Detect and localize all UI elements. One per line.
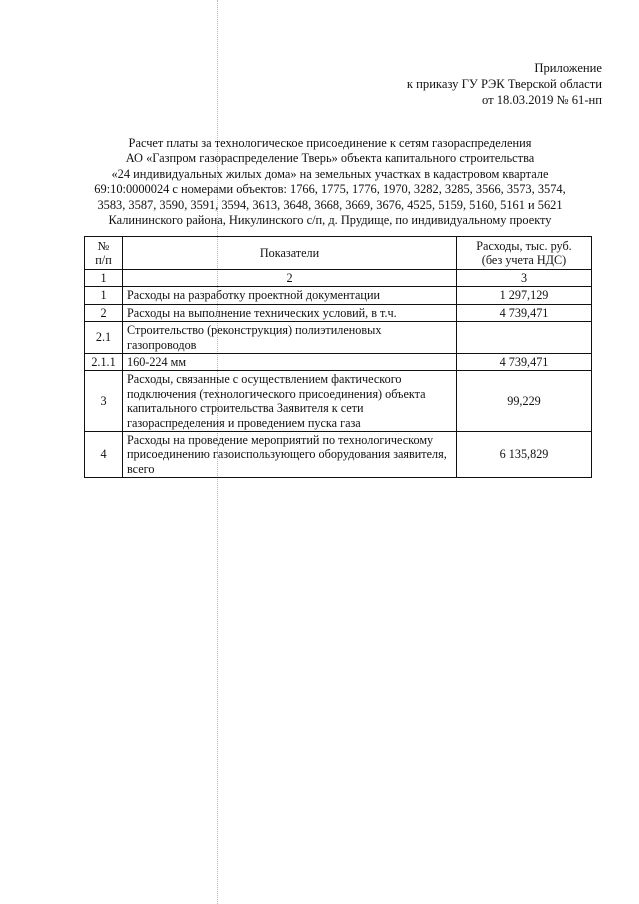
- title-line-6: Калининского района, Никулинского с/п, д. Прудище, по индивидуальному проекту: [108, 213, 552, 228]
- table-row: [85, 322, 592, 354]
- row-value: 4 739,471: [457, 304, 592, 321]
- row-value: 4 739,471: [457, 354, 592, 371]
- row-value: [457, 322, 592, 354]
- row-name: 160-224 мм: [123, 354, 457, 371]
- row-num: 2.1.1: [85, 354, 123, 371]
- appendix-order-date: от 18.03.2019 № 61-нп: [481, 93, 602, 107]
- header-num-line-2: п/п: [95, 253, 112, 267]
- row-num: 1: [85, 287, 123, 304]
- header-num-cell: [85, 237, 123, 270]
- row-value: 6 135,829: [457, 432, 592, 478]
- column-number-1: 1: [85, 270, 123, 287]
- table-row: [85, 371, 592, 432]
- column-number-2: 2: [123, 270, 457, 287]
- appendix-header: [407, 60, 602, 108]
- row-name: Расходы на выполнение технических условий, в т.ч.: [123, 304, 457, 321]
- header-num-line-1: №: [97, 238, 110, 253]
- row-num: 2: [85, 304, 123, 321]
- title-line-4: 69:10:0000024 с номерами объектов: 1766, 1775, 1776, 1970, 3282, 3285, 3566, 3573, 3574,: [94, 182, 566, 197]
- table-row: [85, 432, 592, 478]
- title-line-3: «24 индивидуальных жилых дома» на земельных участках в кадастровом квартале: [111, 166, 549, 181]
- row-value: 99,229: [457, 371, 592, 432]
- row-num: 4: [85, 432, 123, 478]
- row-name: Строительство (реконструкция) полиэтиленовых газопроводов: [123, 322, 457, 354]
- header-value-line-1: Расходы, тыс. руб.: [476, 238, 572, 253]
- appendix-order-ref: к приказу ГУ РЭК Тверской области: [406, 77, 602, 91]
- row-name: Расходы, связанные с осуществлением фактического подключения (технологического присоединения) объекта капитального строительства Заявителя к сети газораспределения и проведением пуска газа: [123, 371, 457, 432]
- table-header-row: [85, 237, 592, 270]
- row-name: Расходы на проведение мероприятий по технологическому присоединению газоиспользующего оборудования заявителя, всего: [123, 432, 457, 478]
- column-number-3: 3: [457, 270, 592, 287]
- header-name-cell: Показатели: [123, 237, 457, 270]
- appendix-title: Приложение: [534, 61, 602, 75]
- title-line-2: АО «Газпром газораспределение Тверь» объекта капитального строительства: [125, 151, 535, 166]
- table-row: [85, 287, 592, 304]
- row-name: Расходы на разработку проектной документации: [123, 287, 457, 304]
- cost-table: [84, 236, 592, 478]
- header-value-cell: [457, 237, 592, 270]
- table-row: [85, 354, 592, 371]
- column-number-row: [85, 270, 592, 287]
- header-value-line-2: (без учета НДС): [481, 253, 567, 267]
- table-row: [85, 304, 592, 321]
- title-line-1: Расчет платы за технологическое присоединение к сетям газораспределения: [128, 136, 532, 150]
- document-title: [60, 136, 600, 228]
- row-num: 2.1: [85, 322, 123, 354]
- row-value: 1 297,129: [457, 287, 592, 304]
- title-line-5: 3583, 3587, 3590, 3591, 3594, 3613, 3648, 3668, 3669, 3676, 4525, 5159, 5160, 5161 и 5621: [97, 197, 563, 212]
- row-num: 3: [85, 371, 123, 432]
